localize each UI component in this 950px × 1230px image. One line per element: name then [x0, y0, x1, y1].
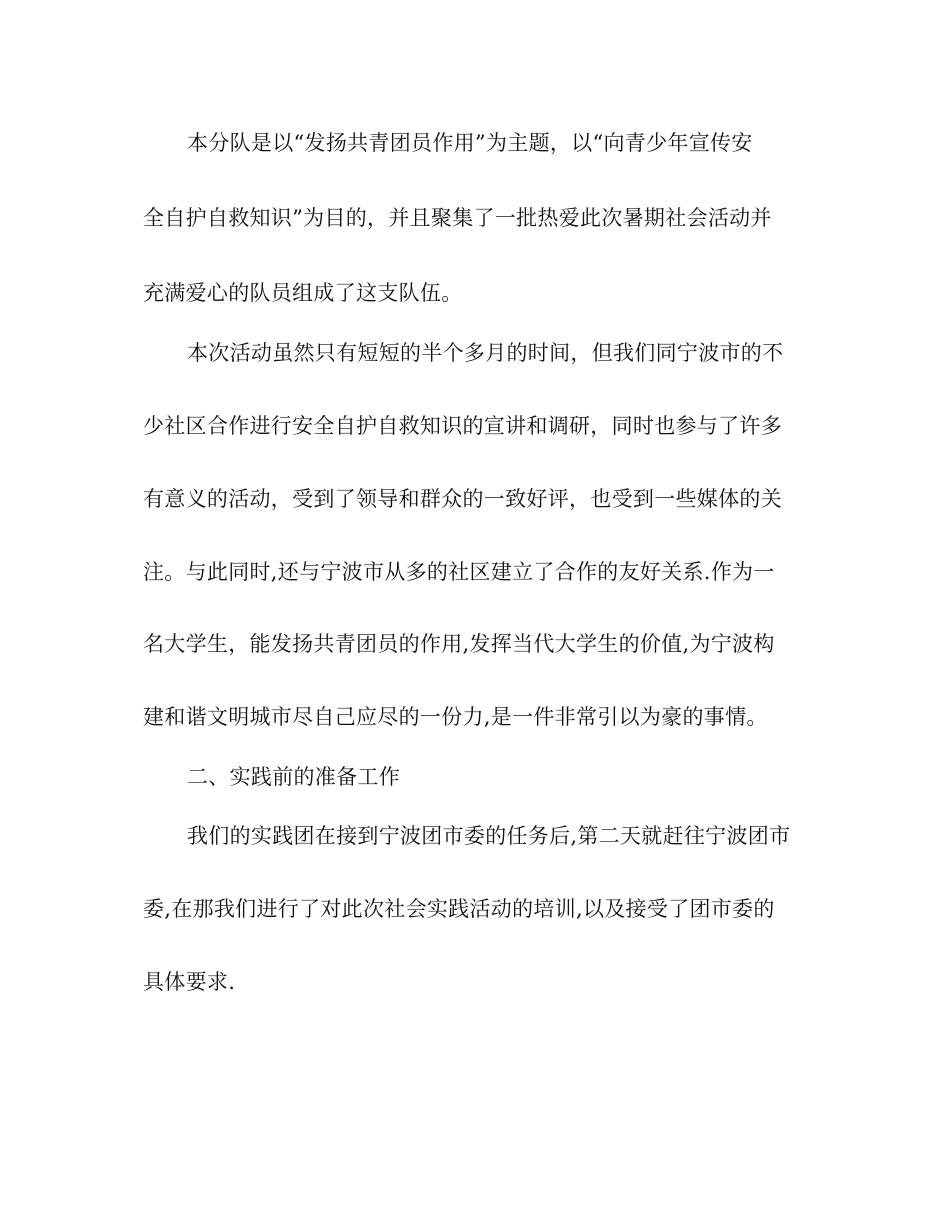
paragraph-line: 少社区合作进行安全自护自救知识的宣讲和调研，同时也参与了许多	[143, 414, 782, 438]
paragraph-line: 委,在那我们进行了对此次社会实践活动的培训,以及接受了团市委的	[143, 897, 775, 921]
paragraph-line: 有意义的活动，受到了领导和群众的一致好评，也受到一些媒体的关	[143, 487, 782, 511]
section-heading: 二、实践前的准备工作	[187, 765, 400, 789]
paragraph-line: 注。与此同时,还与宁波市从多的社区建立了合作的友好关系.作为一	[143, 560, 775, 584]
paragraph-line: 具体要求.	[143, 970, 236, 994]
paragraph-line: 建和谐文明城市尽自己应尽的一份力,是一件非常引以为豪的事情。	[143, 705, 768, 729]
paragraph-line: 我们的实践团在接到宁波团市委的任务后,第二天就赶往宁波团市	[187, 824, 791, 848]
paragraph-line: 全自护自救知识”为目的，并且聚集了一批热爱此次暑期社会活动并	[143, 206, 772, 230]
paragraph-line: 本分队是以“发扬共青团员作用”为主题，以“向青少年宣传安	[187, 131, 753, 155]
paragraph-line: 本次活动虽然只有短短的半个多月的时间，但我们同宁波市的不	[187, 341, 784, 365]
paragraph-line: 充满爱心的队员组成了这支队伍。	[143, 281, 463, 305]
paragraph-line: 名大学生，能发扬共青团员的作用,发挥当代大学生的价值,为宁波构	[143, 632, 775, 656]
